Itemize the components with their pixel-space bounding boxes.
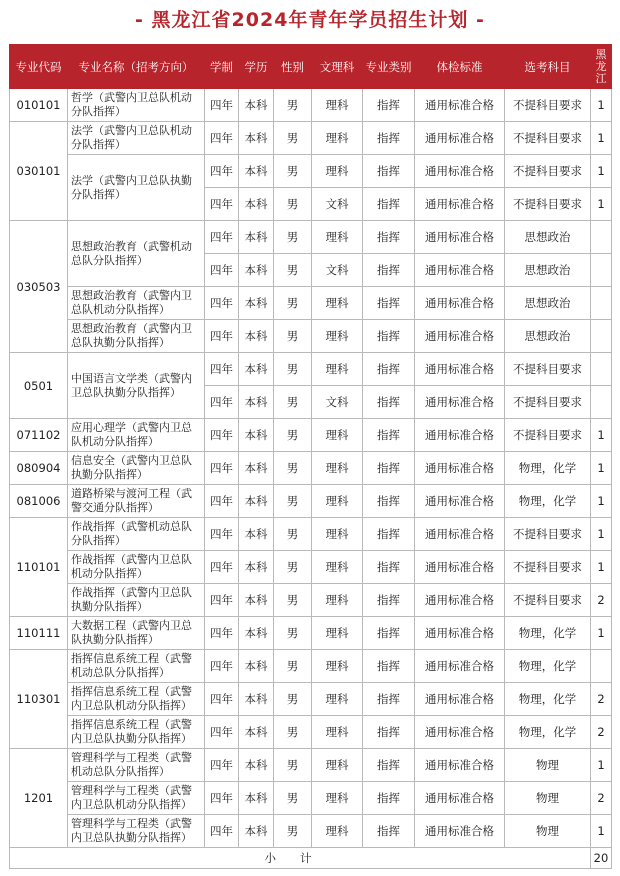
cell-major-name: 思想政治教育（武警机动总队分队指挥） — [68, 221, 205, 287]
table-row — [10, 782, 612, 815]
header-category: 专业类别 — [363, 45, 415, 89]
cell-health-standard: 通用标准合格 — [415, 188, 505, 221]
cell-gender: 男 — [274, 518, 312, 551]
cell-gender: 男 — [274, 254, 312, 287]
table-row — [10, 617, 612, 650]
cell-major-name: 哲学（武警内卫总队机动分队指挥） — [68, 89, 205, 122]
cell-degree: 本科 — [239, 782, 274, 815]
cell-gender: 男 — [274, 782, 312, 815]
cell-major-code: 110111 — [10, 617, 68, 650]
cell-heilongjiang-count — [591, 287, 612, 320]
cell-health-standard: 通用标准合格 — [415, 287, 505, 320]
cell-health-standard: 通用标准合格 — [415, 89, 505, 122]
cell-degree: 本科 — [239, 221, 274, 254]
cell-degree: 本科 — [239, 122, 274, 155]
cell-major-code: 110301 — [10, 650, 68, 749]
cell-track: 理科 — [312, 815, 363, 848]
cell-degree: 本科 — [239, 419, 274, 452]
cell-track: 理科 — [312, 782, 363, 815]
cell-track: 理科 — [312, 452, 363, 485]
cell-subjects: 不提科目要求 — [505, 353, 591, 386]
cell-heilongjiang-count — [591, 254, 612, 287]
cell-track: 理科 — [312, 716, 363, 749]
table-row — [10, 287, 612, 320]
cell-gender: 男 — [274, 89, 312, 122]
cell-track: 理科 — [312, 353, 363, 386]
cell-gender: 男 — [274, 155, 312, 188]
cell-major-name: 思想政治教育（武警内卫总队机动分队指挥） — [68, 287, 205, 320]
cell-track: 理科 — [312, 584, 363, 617]
cell-heilongjiang-count: 1 — [591, 188, 612, 221]
cell-heilongjiang-count: 1 — [591, 815, 612, 848]
table-row — [10, 749, 612, 782]
cell-heilongjiang-count — [591, 650, 612, 683]
cell-degree: 本科 — [239, 89, 274, 122]
cell-subjects: 物理，化学 — [505, 716, 591, 749]
cell-category: 指挥 — [363, 518, 415, 551]
cell-degree: 本科 — [239, 716, 274, 749]
cell-major-name: 思想政治教育（武警内卫总队执勤分队指挥） — [68, 320, 205, 353]
cell-health-standard: 通用标准合格 — [415, 452, 505, 485]
cell-gender: 男 — [274, 320, 312, 353]
table-row — [10, 155, 612, 188]
cell-gender: 男 — [274, 452, 312, 485]
cell-major-code: 081006 — [10, 485, 68, 518]
cell-degree: 本科 — [239, 452, 274, 485]
cell-health-standard: 通用标准合格 — [415, 683, 505, 716]
cell-gender: 男 — [274, 287, 312, 320]
cell-years: 四年 — [205, 551, 239, 584]
cell-category: 指挥 — [363, 452, 415, 485]
cell-years: 四年 — [205, 782, 239, 815]
cell-degree: 本科 — [239, 584, 274, 617]
cell-subjects: 不提科目要求 — [505, 188, 591, 221]
cell-years: 四年 — [205, 122, 239, 155]
cell-health-standard: 通用标准合格 — [415, 386, 505, 419]
cell-degree: 本科 — [239, 815, 274, 848]
cell-category: 指挥 — [363, 749, 415, 782]
cell-gender: 男 — [274, 485, 312, 518]
cell-years: 四年 — [205, 221, 239, 254]
cell-health-standard: 通用标准合格 — [415, 518, 505, 551]
subtotal-row — [10, 848, 612, 869]
cell-gender: 男 — [274, 386, 312, 419]
cell-years: 四年 — [205, 419, 239, 452]
cell-health-standard: 通用标准合格 — [415, 155, 505, 188]
cell-subjects: 思想政治 — [505, 221, 591, 254]
table-row — [10, 518, 612, 551]
header-health-standard: 体检标准 — [415, 45, 505, 89]
cell-gender: 男 — [274, 419, 312, 452]
cell-category: 指挥 — [363, 320, 415, 353]
cell-degree: 本科 — [239, 254, 274, 287]
cell-category: 指挥 — [363, 782, 415, 815]
cell-years: 四年 — [205, 650, 239, 683]
cell-major-name: 指挥信息系统工程（武警机动总队分队指挥） — [68, 650, 205, 683]
cell-heilongjiang-count — [591, 320, 612, 353]
cell-heilongjiang-count: 1 — [591, 89, 612, 122]
table-body — [10, 89, 612, 848]
cell-years: 四年 — [205, 353, 239, 386]
cell-subjects: 不提科目要求 — [505, 584, 591, 617]
cell-track: 理科 — [312, 683, 363, 716]
cell-major-name: 管理科学与工程类（武警机动总队分队指挥） — [68, 749, 205, 782]
cell-subjects: 不提科目要求 — [505, 89, 591, 122]
cell-major-code: 030503 — [10, 221, 68, 353]
cell-degree: 本科 — [239, 386, 274, 419]
cell-health-standard: 通用标准合格 — [415, 221, 505, 254]
cell-years: 四年 — [205, 386, 239, 419]
cell-major-name: 中国语言文学类（武警内卫总队执勤分队指挥） — [68, 353, 205, 419]
subtotal-label-text: 小计 — [264, 851, 336, 865]
cell-degree: 本科 — [239, 188, 274, 221]
cell-track: 理科 — [312, 287, 363, 320]
cell-major-name: 管理科学与工程类（武警内卫总队机动分队指挥） — [68, 782, 205, 815]
cell-gender: 男 — [274, 221, 312, 254]
table-row — [10, 815, 612, 848]
cell-health-standard: 通用标准合格 — [415, 551, 505, 584]
cell-subjects: 物理，化学 — [505, 452, 591, 485]
cell-category: 指挥 — [363, 188, 415, 221]
cell-subjects: 不提科目要求 — [505, 122, 591, 155]
cell-health-standard: 通用标准合格 — [415, 254, 505, 287]
cell-subjects: 物理 — [505, 782, 591, 815]
cell-degree: 本科 — [239, 551, 274, 584]
cell-degree: 本科 — [239, 683, 274, 716]
cell-heilongjiang-count: 1 — [591, 551, 612, 584]
cell-degree: 本科 — [239, 650, 274, 683]
table-row — [10, 551, 612, 584]
cell-heilongjiang-count: 1 — [591, 749, 612, 782]
header-degree: 学历 — [239, 45, 274, 89]
cell-major-code: 080904 — [10, 452, 68, 485]
table-row — [10, 221, 612, 254]
cell-major-name: 指挥信息系统工程（武警内卫总队机动分队指挥） — [68, 683, 205, 716]
cell-category: 指挥 — [363, 254, 415, 287]
cell-category: 指挥 — [363, 683, 415, 716]
cell-major-name: 作战指挥（武警机动总队分队指挥） — [68, 518, 205, 551]
cell-track: 理科 — [312, 155, 363, 188]
cell-subjects: 物理，化学 — [505, 650, 591, 683]
cell-heilongjiang-count — [591, 221, 612, 254]
table-row — [10, 320, 612, 353]
cell-major-name: 法学（武警内卫总队执勤分队指挥） — [68, 155, 205, 221]
header-major-name: 专业名称（招考方向） — [68, 45, 205, 89]
cell-major-name: 信息安全（武警内卫总队执勤分队指挥） — [68, 452, 205, 485]
cell-years: 四年 — [205, 749, 239, 782]
cell-track: 理科 — [312, 419, 363, 452]
cell-heilongjiang-count: 1 — [591, 155, 612, 188]
cell-major-code: 030101 — [10, 122, 68, 221]
page-title: - 黑龙江省2024年青年学员招生计划 - — [135, 9, 485, 31]
cell-track: 理科 — [312, 749, 363, 782]
cell-gender: 男 — [274, 650, 312, 683]
cell-years: 四年 — [205, 518, 239, 551]
cell-category: 指挥 — [363, 584, 415, 617]
cell-health-standard: 通用标准合格 — [415, 320, 505, 353]
cell-category: 指挥 — [363, 89, 415, 122]
cell-category: 指挥 — [363, 155, 415, 188]
cell-degree: 本科 — [239, 485, 274, 518]
cell-track: 理科 — [312, 485, 363, 518]
cell-heilongjiang-count — [591, 353, 612, 386]
cell-subjects: 物理，化学 — [505, 617, 591, 650]
cell-years: 四年 — [205, 815, 239, 848]
cell-health-standard: 通用标准合格 — [415, 815, 505, 848]
cell-major-code: 110101 — [10, 518, 68, 617]
cell-years: 四年 — [205, 584, 239, 617]
table-row — [10, 452, 612, 485]
cell-major-name: 法学（武警内卫总队机动分队指挥） — [68, 122, 205, 155]
cell-major-name: 应用心理学（武警内卫总队机动分队指挥） — [68, 419, 205, 452]
cell-heilongjiang-count: 1 — [591, 122, 612, 155]
cell-years: 四年 — [205, 287, 239, 320]
cell-major-name: 作战指挥（武警内卫总队机动分队指挥） — [68, 551, 205, 584]
header-code: 专业代码 — [10, 45, 68, 89]
cell-major-name: 大数据工程（武警内卫总队执勤分队指挥） — [68, 617, 205, 650]
cell-gender: 男 — [274, 353, 312, 386]
cell-years: 四年 — [205, 320, 239, 353]
cell-degree: 本科 — [239, 287, 274, 320]
cell-subjects: 思想政治 — [505, 320, 591, 353]
table-row — [10, 650, 612, 683]
cell-heilongjiang-count: 1 — [591, 485, 612, 518]
header-track: 文理科 — [312, 45, 363, 89]
cell-category: 指挥 — [363, 287, 415, 320]
cell-years: 四年 — [205, 155, 239, 188]
cell-major-code: 0501 — [10, 353, 68, 419]
cell-track: 理科 — [312, 221, 363, 254]
cell-category: 指挥 — [363, 386, 415, 419]
cell-track: 理科 — [312, 518, 363, 551]
cell-heilongjiang-count: 1 — [591, 452, 612, 485]
table-row — [10, 89, 612, 122]
cell-track: 文科 — [312, 254, 363, 287]
cell-heilongjiang-count: 1 — [591, 419, 612, 452]
cell-health-standard: 通用标准合格 — [415, 419, 505, 452]
cell-category: 指挥 — [363, 122, 415, 155]
cell-heilongjiang-count — [591, 386, 612, 419]
table-row — [10, 584, 612, 617]
cell-health-standard: 通用标准合格 — [415, 749, 505, 782]
cell-gender: 男 — [274, 815, 312, 848]
cell-category: 指挥 — [363, 221, 415, 254]
cell-heilongjiang-count: 2 — [591, 584, 612, 617]
cell-major-name: 作战指挥（武警内卫总队执勤分队指挥） — [68, 584, 205, 617]
table-row — [10, 716, 612, 749]
cell-degree: 本科 — [239, 749, 274, 782]
table-row — [10, 122, 612, 155]
cell-subjects: 思想政治 — [505, 254, 591, 287]
cell-health-standard: 通用标准合格 — [415, 617, 505, 650]
cell-category: 指挥 — [363, 353, 415, 386]
cell-major-name: 指挥信息系统工程（武警内卫总队执勤分队指挥） — [68, 716, 205, 749]
cell-major-code: 010101 — [10, 89, 68, 122]
cell-heilongjiang-count: 1 — [591, 518, 612, 551]
header-subjects: 选考科目 — [505, 45, 591, 89]
cell-subjects: 物理 — [505, 749, 591, 782]
cell-health-standard: 通用标准合格 — [415, 485, 505, 518]
cell-track: 理科 — [312, 89, 363, 122]
subtotal-value: 20 — [591, 848, 612, 869]
cell-health-standard: 通用标准合格 — [415, 650, 505, 683]
cell-major-code: 071102 — [10, 419, 68, 452]
cell-years: 四年 — [205, 89, 239, 122]
cell-health-standard: 通用标准合格 — [415, 782, 505, 815]
cell-major-name: 管理科学与工程类（武警内卫总队执勤分队指挥） — [68, 815, 205, 848]
cell-gender: 男 — [274, 749, 312, 782]
cell-subjects: 思想政治 — [505, 287, 591, 320]
cell-subjects: 物理，化学 — [505, 485, 591, 518]
cell-degree: 本科 — [239, 617, 274, 650]
cell-gender: 男 — [274, 584, 312, 617]
cell-category: 指挥 — [363, 815, 415, 848]
header-heilongjiang: 黑龙江 — [591, 45, 612, 89]
cell-years: 四年 — [205, 254, 239, 287]
table-row — [10, 485, 612, 518]
cell-category: 指挥 — [363, 485, 415, 518]
cell-subjects: 不提科目要求 — [505, 386, 591, 419]
cell-track: 理科 — [312, 617, 363, 650]
cell-category: 指挥 — [363, 650, 415, 683]
cell-degree: 本科 — [239, 155, 274, 188]
cell-subjects: 物理，化学 — [505, 683, 591, 716]
cell-health-standard: 通用标准合格 — [415, 122, 505, 155]
cell-health-standard: 通用标准合格 — [415, 353, 505, 386]
table-header-row — [10, 45, 612, 89]
cell-major-name: 道路桥梁与渡河工程（武警交通分队指挥） — [68, 485, 205, 518]
cell-heilongjiang-count: 2 — [591, 683, 612, 716]
cell-major-code: 1201 — [10, 749, 68, 848]
cell-track: 理科 — [312, 551, 363, 584]
cell-subjects: 不提科目要求 — [505, 518, 591, 551]
cell-degree: 本科 — [239, 518, 274, 551]
enrollment-plan-table — [9, 44, 612, 869]
cell-gender: 男 — [274, 716, 312, 749]
cell-heilongjiang-count: 2 — [591, 716, 612, 749]
cell-track: 文科 — [312, 188, 363, 221]
cell-track: 理科 — [312, 320, 363, 353]
cell-degree: 本科 — [239, 353, 274, 386]
cell-subjects: 不提科目要求 — [505, 419, 591, 452]
cell-years: 四年 — [205, 485, 239, 518]
cell-gender: 男 — [274, 617, 312, 650]
cell-gender: 男 — [274, 188, 312, 221]
cell-years: 四年 — [205, 452, 239, 485]
cell-health-standard: 通用标准合格 — [415, 716, 505, 749]
cell-years: 四年 — [205, 683, 239, 716]
cell-category: 指挥 — [363, 617, 415, 650]
cell-health-standard: 通用标准合格 — [415, 584, 505, 617]
table-row — [10, 683, 612, 716]
cell-track: 理科 — [312, 122, 363, 155]
cell-subjects: 物理 — [505, 815, 591, 848]
table-row — [10, 353, 612, 386]
cell-heilongjiang-count: 2 — [591, 782, 612, 815]
cell-gender: 男 — [274, 122, 312, 155]
cell-gender: 男 — [274, 551, 312, 584]
header-years: 学制 — [205, 45, 239, 89]
cell-subjects: 不提科目要求 — [505, 551, 591, 584]
cell-subjects: 不提科目要求 — [505, 155, 591, 188]
cell-category: 指挥 — [363, 419, 415, 452]
cell-gender: 男 — [274, 683, 312, 716]
cell-track: 文科 — [312, 386, 363, 419]
cell-years: 四年 — [205, 188, 239, 221]
cell-years: 四年 — [205, 716, 239, 749]
cell-years: 四年 — [205, 617, 239, 650]
cell-track: 理科 — [312, 650, 363, 683]
cell-category: 指挥 — [363, 551, 415, 584]
header-gender: 性别 — [274, 45, 312, 89]
subtotal-label — [10, 848, 591, 869]
cell-heilongjiang-count: 1 — [591, 617, 612, 650]
cell-category: 指挥 — [363, 716, 415, 749]
table-row — [10, 419, 612, 452]
cell-degree: 本科 — [239, 320, 274, 353]
